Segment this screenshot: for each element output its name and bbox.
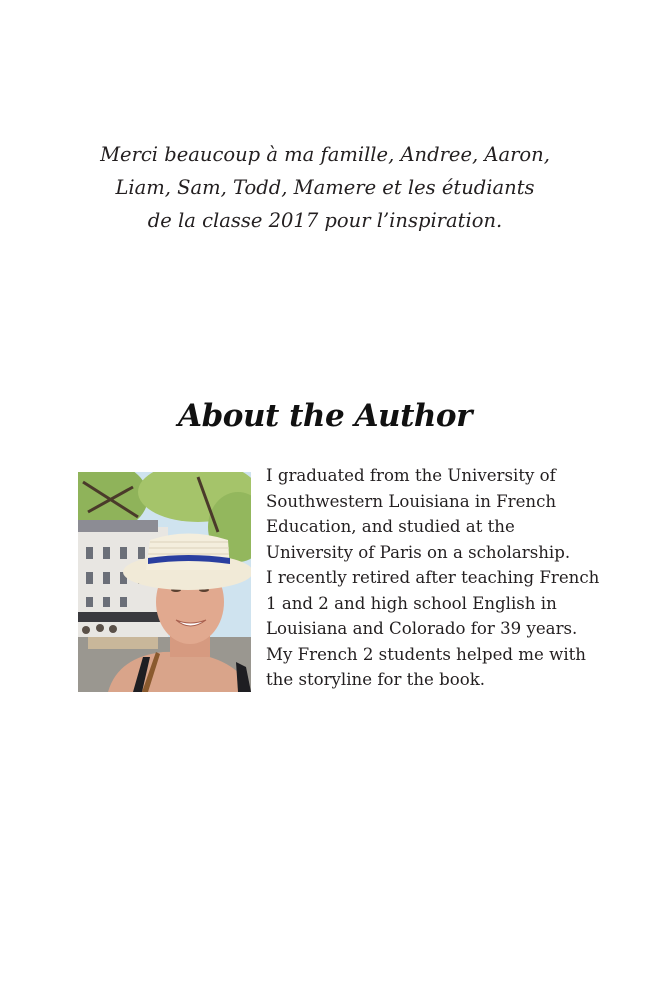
dedication-line: Liam, Sam, Todd, Mamere et les étudiants	[115, 176, 535, 199]
bio-line: My French 2 students helped me with	[266, 644, 586, 664]
bio-line: I recently retired after teaching French	[266, 568, 600, 587]
bio-line: Louisiana and Colorado for 39 years.	[266, 619, 578, 638]
bio-line: 1 and 2 and high school English in	[266, 593, 557, 613]
bio-line: the storyline for the book.	[266, 670, 486, 689]
author-portrait-icon	[78, 472, 251, 692]
dedication-text	[60, 138, 590, 237]
author-bio	[266, 463, 606, 693]
author-photo	[78, 472, 251, 692]
dedication-line: Merci beaucoup à ma famille, Andree, Aaron,	[100, 143, 550, 166]
about-author-heading: About the Author	[178, 398, 472, 434]
bio-line: Southwestern Louisiana in French	[266, 491, 557, 511]
bio-line: Education, and studied at the	[266, 517, 515, 536]
dedication-line: de la classe 2017 pour l’inspiration.	[147, 209, 503, 232]
bio-line: I graduated from the University of	[266, 466, 556, 485]
bio-line: University of Paris on a scholarship.	[266, 542, 571, 562]
